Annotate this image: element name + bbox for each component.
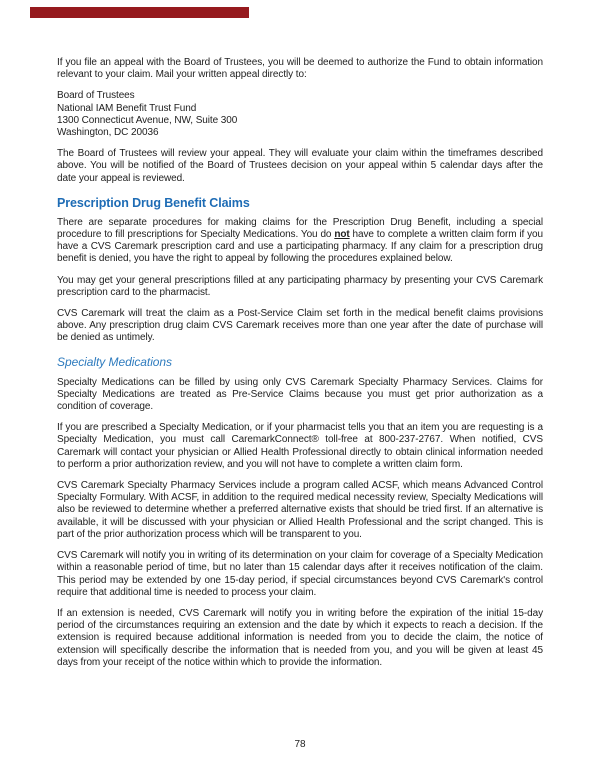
paragraph-acsf-program: CVS Caremark Specialty Pharmacy Services include a program called ACSF, which means Advanced Control Specialty Formulary. With ACSF, in addition to the required medical necessity review, Specialty Medications will also be reviewed to determine whether a preferred alternative exists that should be tried first. If an alternative is available, it will be discussed with your physician or Allied Health Professional and the script changed. This is part of the prior authorization process which will be transparent to you. <box>57 480 543 540</box>
emphasized-not: not <box>334 229 350 241</box>
section-heading-prescription-drug-claims: Prescription Drug Benefit Claims <box>57 195 250 210</box>
paragraph-board-review: The Board of Trustees will review your appeal. They will evaluate your claim within the timeframes described above. You will be notified of the Board of Trustees decision on your appeal within 5 calendar days after the date your appeal is reviewed. <box>57 148 543 184</box>
paragraph-general-prescriptions: You may get your general prescriptions filled at any participating pharmacy by presenting your CVS Caremark prescription card to the pharmacist. <box>57 274 543 298</box>
address-line-street: 1300 Connecticut Avenue, NW, Suite 300 <box>57 114 238 126</box>
page-number: 78 <box>294 739 306 750</box>
subheading-specialty-medications: Specialty Medications <box>57 354 173 369</box>
paragraph-specialty-pharmacy: Specialty Medications can be filled by using only CVS Caremark Specialty Pharmacy Services. Claims for Specialty Medications are treated as Pre-Service Claims because you must get prior authorization as a condition of coverage. <box>57 376 543 413</box>
paragraph-separate-procedures-end: have to complete a written claim form if you have a CVS Caremark prescription card and use a participating pharmacy. If any claim for a prescription drug benefit is denied, you have the right to appeal by following the procedures explained below. <box>57 229 543 265</box>
paragraph-separate-procedures <box>57 217 543 266</box>
red-banner-sliver <box>30 7 249 18</box>
address-line-city: Washington, DC 20036 <box>57 127 159 139</box>
address-block <box>57 90 543 139</box>
address-line-fund: National IAM Benefit Trust Fund <box>57 102 197 114</box>
paragraph-post-service-claim: CVS Caremark will treat the claim as a Post-Service Claim set forth in the medical benefit claims provisions above. Any prescription drug claim CVS Caremark receives more than one year after the date of purchase will be denied as untimely. <box>57 308 543 344</box>
paragraph-appeal-intro: If you file an appeal with the Board of Trustees, you will be deemed to authorize the Fund to obtain information relevant to your claim. Mail your written appeal directly to: <box>57 57 543 81</box>
paragraph-extension-notice: If an extension is needed, CVS Caremark will notify you in writing before the expiration of the initial 15-day period of the circumstances requiring an extension and the date by which it expects to reach a decision. If the extension is required because additional information is needed from you to decide the claim, the notice of extension will specifically describe the information that is needed from you, and you will be given at least 45 days from your receipt of the notice within which to provide the information. <box>57 607 543 668</box>
address-line-board: Board of Trustees <box>57 90 135 102</box>
paragraph-determination-notice: CVS Caremark will notify you in writing of its determination on your claim for coverage of a Specialty Medication within a reasonable period of time, but no later than 15 calendar days after it receives notification of the claim. This period may be extended by one 15-day period, if special circumstances beyond CVS Caremark's control require that additional time is needed to process your claim. <box>57 550 543 598</box>
paragraph-caremark-connect: If you are prescribed a Specialty Medication, or if your pharmacist tells you that an item you are requesting is a Specialty Medication, you must call CaremarkConnect® toll-free at 800-237-2767. When notified, CVS Caremark will contact your physician or Allied Health Professional directly to obtain clinical information needed to perform a prior authorization review, and you will not have to complete a written claim form. <box>57 422 543 470</box>
paragraph-separate-procedures-start: There are separate procedures for making claims for the Prescription Drug Benefit, including a special procedure to fill prescriptions for Specialty Medications. You do <box>57 216 543 241</box>
